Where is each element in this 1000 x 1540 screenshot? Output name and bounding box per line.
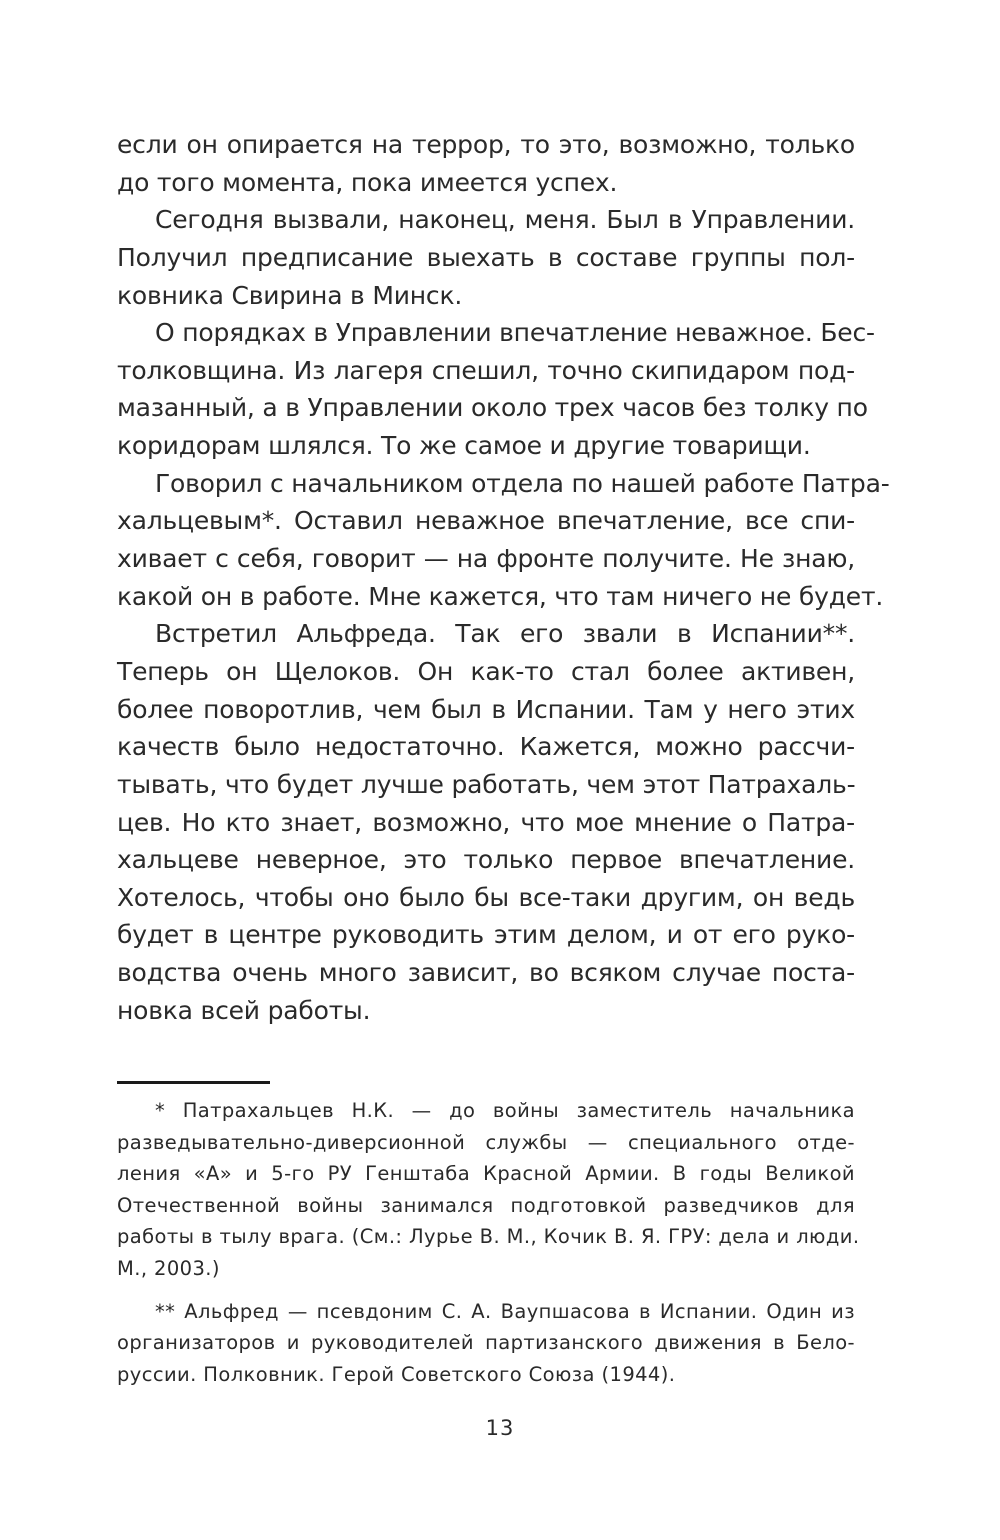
text-line: тывать, что будет лучше работать, чем этот Патрахаль-: [117, 769, 856, 799]
text-line: какой он в работе. Мне кажется, что там ничего не будет.: [117, 581, 884, 611]
main-body-text: [117, 126, 890, 1029]
text-line: хальцеве неверное, это только первое впечатление.: [117, 845, 855, 875]
footnote-1: [117, 1095, 860, 1285]
footnote-line: М., 2003.): [117, 1256, 220, 1280]
text-line: хальцевым*. Оставил неважное впечатление, все спи-: [117, 506, 855, 536]
text-line: коридорам шлялся. То же самое и другие товарищи.: [117, 431, 811, 461]
text-line: хивает с себя, говорит — на фронте получите. Не знаю,: [117, 544, 855, 574]
footnotes: [117, 1095, 860, 1390]
footnote-2: [117, 1296, 855, 1391]
footnote-line: организаторов и руководителей партизанского движения в Бело-: [117, 1331, 855, 1355]
text-line: водства очень много зависит, во всяком случае поста-: [117, 958, 855, 988]
text-line: более поворотлив, чем был в Испании. Там у него этих: [117, 694, 855, 724]
footnote-line: ления «А» и 5-го РУ Генштаба Красной Армии. В годы Великой: [117, 1162, 855, 1186]
text-line: Теперь он Щелоков. Он как-то стал более активен,: [117, 656, 855, 686]
text-line: толковщина. Из лагеря спешил, точно скипидаром под-: [117, 355, 855, 385]
footnote-line: ** Альфред — псевдоним С. А. Ваупшасова в Испании. Один из: [155, 1299, 855, 1323]
footnote-line: руссии. Полковник. Герой Советского Союза (1944).: [117, 1362, 676, 1386]
text-line: Говорил с начальником отдела по нашей работе Патра-: [155, 468, 890, 498]
text-line: если он опирается на террор, то это, возможно, только: [117, 130, 855, 159]
footnote-line: работы в тылу врага. (См.: Лурье В. М., Кочик В. Я. ГРУ: дела и люди.: [117, 1225, 860, 1249]
text-line: Получил предписание выехать в составе группы пол-: [117, 242, 855, 272]
text-line: цев. Но кто знает, возможно, что мое мнение о Патра-: [117, 807, 855, 837]
footnote-line: * Патрахальцев Н.К. — до войны заместитель начальника: [155, 1099, 855, 1122]
text-line: новка всей работы.: [117, 995, 371, 1025]
text-line: Встретил Альфреда. Так его звали в Испании**.: [155, 619, 855, 649]
footnote-line: Отечественной войны занимался подготовкой разведчиков для: [117, 1193, 855, 1217]
text-line: Сегодня вызвали, наконец, меня. Был в Управлении.: [155, 205, 855, 235]
text-line: мазанный, а в Управлении около трех часов без толку по: [117, 393, 868, 423]
page-number: 13: [485, 1416, 515, 1440]
text-line: будет в центре руководить этим делом, и от его руко-: [117, 920, 855, 950]
text-line: ковника Свирина в Минск.: [117, 280, 463, 310]
footnote-line: разведывательно-диверсионной службы — специального отде-: [117, 1130, 855, 1154]
text-line: О порядках в Управлении впечатление неважное. Бес-: [155, 318, 875, 348]
footnote-separator: [117, 1081, 270, 1084]
text-line: качеств было недостаточно. Кажется, можно рассчи-: [117, 732, 855, 762]
text-line: Хотелось, чтобы оно было бы все-таки другим, он ведь: [117, 882, 855, 912]
text-line: до того момента, пока имеется успех.: [117, 167, 618, 197]
